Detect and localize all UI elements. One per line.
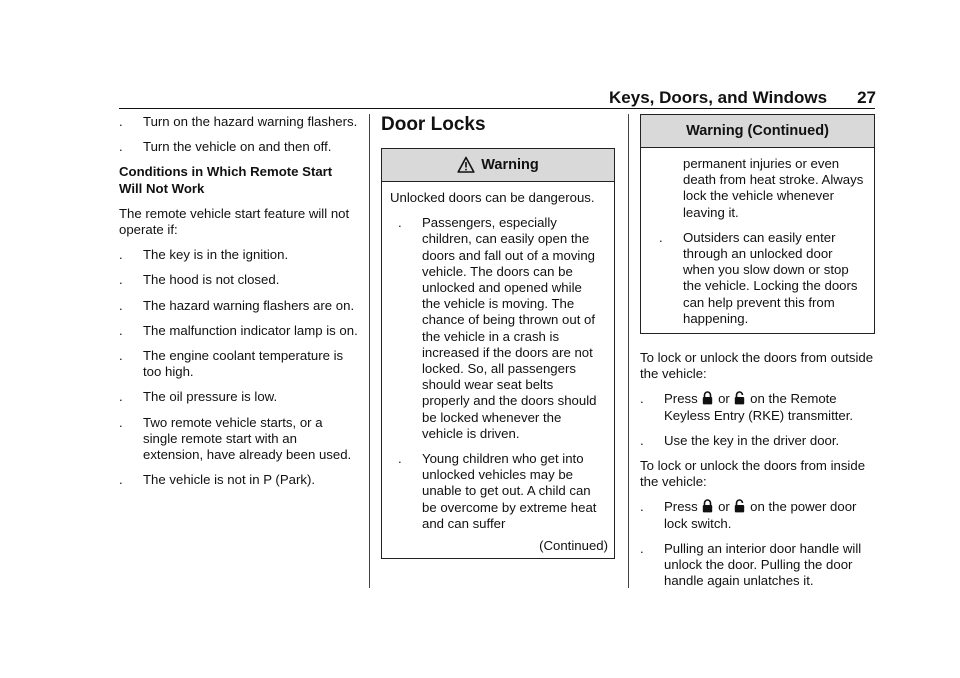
list-item: . Use the key in the driver door.	[640, 432, 840, 448]
warning-box-continued	[640, 114, 875, 334]
list-item: . The malfunction indicator lamp is on.	[119, 322, 358, 338]
list-item: . The engine coolant temperature is too high.	[119, 348, 344, 380]
list-item: . Press or on the power door lock switch.	[640, 499, 857, 531]
column-3	[640, 114, 875, 598]
list-item: . The key is in the ignition.	[119, 247, 289, 263]
outside-intro: To lock or unlock the doors from outside the vehicle:	[640, 350, 874, 382]
warning-body	[641, 148, 874, 333]
list-item: . The hazard warning flashers are on.	[119, 297, 355, 313]
unlock-icon	[734, 499, 745, 513]
list-item: . The hood is not closed.	[119, 272, 280, 288]
list-item: . Outsiders can easily enter through an unlocked door when you slow down or stop the vehicle. Locking the doors can help prevent this from happening.	[659, 229, 858, 326]
column-divider	[369, 114, 370, 588]
warning-header	[382, 149, 614, 182]
lock-icon	[702, 499, 713, 513]
warning-triangle-icon	[457, 156, 475, 174]
warning-cont-text: permanent injuries or even death from heat stroke. Always lock the vehicle whenever leaving it.	[683, 156, 864, 220]
warning-header: Warning (Continued)	[641, 115, 874, 148]
inside-intro: To lock or unlock the doors from inside the vehicle:	[640, 458, 866, 490]
list-item: . Pulling an interior door handle will unlock the door. Pulling the door handle again unlatches it.	[640, 540, 862, 589]
warning-intro: Unlocked doors can be dangerous.	[390, 190, 595, 205]
unlock-icon	[734, 391, 745, 405]
header-rule	[119, 108, 875, 109]
warning-box	[381, 148, 615, 559]
section-title: Keys, Doors, and Windows	[609, 88, 828, 107]
list-item: . Turn the vehicle on and then off.	[119, 139, 332, 155]
warning-title: Warning	[481, 156, 539, 173]
list-item: . Passengers, especially children, can easily open the doors and fall out of a moving vehicle. The doors can be unlocked and opened while the vehicle is moving. The chance of being thrown out of the vehicle in a crash is increased if the doors are not locked. So, all passengers should wear seat belts properly and the doors should be locked whenever the vehicle is driven.	[398, 215, 597, 441]
conditions-heading: Conditions in Which Remote Start Will Not Work	[119, 164, 333, 196]
conditions-intro: The remote vehicle start feature will not operate if:	[119, 205, 350, 238]
page-header	[560, 84, 876, 108]
column-divider	[628, 114, 629, 588]
page-number: 27	[857, 88, 876, 107]
list-item: . Young children who get into unlocked vehicles may be unable to get out. A child can be overcome by extreme heat and can suffer	[398, 451, 597, 531]
column-2	[381, 114, 615, 559]
list-item: . The oil pressure is low.	[119, 389, 278, 405]
column-1	[119, 114, 359, 497]
continued-label: (Continued)	[539, 538, 608, 554]
lock-icon	[702, 391, 713, 405]
warning-body	[382, 182, 614, 538]
door-locks-title: Door Locks	[381, 114, 486, 135]
list-item: . Two remote vehicle starts, or a single remote start with an extension, have already been used.	[119, 414, 352, 463]
list-item: . Press or on the Remote Keyless Entry (RKE) transmitter.	[640, 391, 854, 423]
list-item: . Turn on the hazard warning flashers.	[119, 114, 358, 129]
list-item: . The vehicle is not in P (Park).	[119, 472, 315, 488]
